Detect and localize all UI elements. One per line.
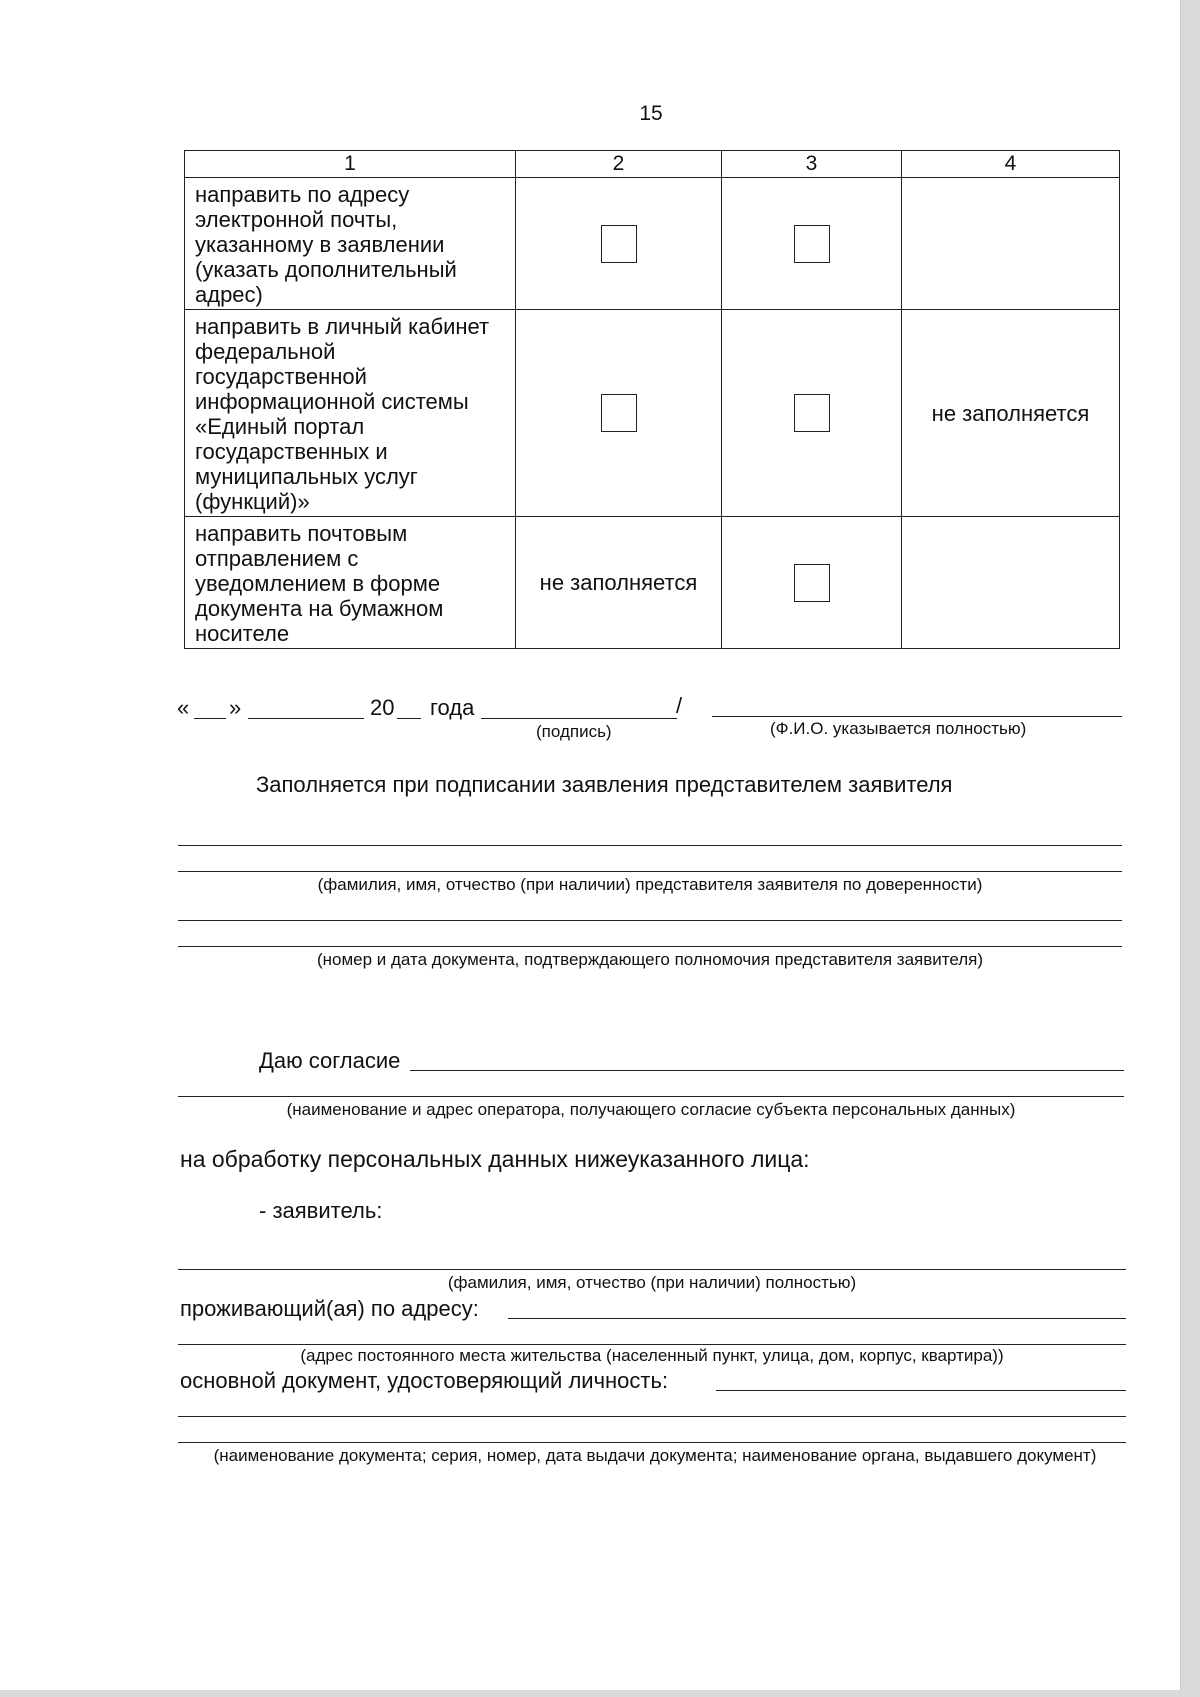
full-name-blank[interactable]	[712, 716, 1122, 717]
consent-operator-line-1[interactable]	[410, 1070, 1124, 1071]
page-number: 15	[639, 102, 663, 125]
full-name-caption: (Ф.И.О. указывается полностью)	[770, 719, 1027, 738]
row-label-email: направить по адресу электронной почты, указанному в заявлении (указать дополнительный адрес)	[185, 178, 516, 310]
table-row	[185, 517, 1120, 649]
year-blank[interactable]	[397, 718, 421, 719]
signature-slash: /	[676, 693, 683, 718]
signature-caption: (подпись)	[536, 722, 612, 741]
id-document-line-3[interactable]	[178, 1442, 1126, 1443]
id-document-caption: (наименование документа; серия, номер, дата выдачи документа; наименование органа, выдавшего документ)	[213, 1446, 1097, 1465]
cell-post-col2: не заполняется	[516, 517, 722, 649]
representative-fio-line-1[interactable]	[178, 845, 1122, 846]
row-label-portal: направить в личный кабинет федеральной государственной информационной системы «Единый портал государственных и муниципальных услуг (функций)»	[185, 310, 516, 517]
id-document-line-2[interactable]	[178, 1416, 1126, 1417]
table-header-cell: 3	[722, 151, 902, 178]
representative-fio-line-2[interactable]	[178, 871, 1122, 872]
address-label: проживающий(ая) по адресу:	[180, 1296, 479, 1321]
id-document-line-1[interactable]	[716, 1390, 1126, 1391]
year-prefix: 20	[370, 695, 395, 720]
representative-fio-caption: (фамилия, имя, отчество (при наличии) представителя заявителя по доверенности)	[317, 875, 983, 894]
consent-label: Даю согласие	[259, 1048, 401, 1073]
checkbox-portal-col3[interactable]	[794, 394, 830, 432]
table-header-row	[185, 151, 1120, 178]
applicant-fio-caption: (фамилия, имя, отчество (при наличии) полностью)	[447, 1273, 857, 1292]
representative-heading: Заполняется при подписании заявления представителем заявителя	[256, 772, 953, 797]
id-document-label: основной документ, удостоверяющий личность:	[180, 1368, 669, 1393]
signature-blank[interactable]	[481, 718, 677, 719]
table-header-cell: 4	[902, 151, 1120, 178]
representative-doc-line-1[interactable]	[178, 920, 1122, 921]
checkbox-portal-col2[interactable]	[601, 394, 637, 432]
row-label-post: направить почтовым отправлением с уведомлением в форме документа на бумажном носителе	[185, 517, 516, 649]
checkbox-email-col3[interactable]	[794, 225, 830, 263]
date-open-quote: «	[177, 695, 190, 720]
applicant-label: - заявитель:	[259, 1198, 383, 1223]
cell-post-col4	[902, 517, 1120, 649]
address-line-1[interactable]	[508, 1318, 1126, 1319]
checkbox-email-col2[interactable]	[601, 225, 637, 263]
applicant-fio-line[interactable]	[178, 1269, 1126, 1270]
processing-text: на обработку персональных данных нижеуказанного лица:	[180, 1146, 810, 1172]
cell-email-col4	[902, 178, 1120, 310]
address-line-2[interactable]	[178, 1344, 1126, 1345]
consent-operator-caption: (наименование и адрес оператора, получающего согласие субъекта персональных данных)	[286, 1100, 1016, 1119]
year-suffix: года	[430, 695, 475, 720]
checkbox-post-col3[interactable]	[794, 564, 830, 602]
table-row	[185, 310, 1120, 517]
month-blank[interactable]	[248, 718, 364, 719]
representative-doc-line-2[interactable]	[178, 946, 1122, 947]
representative-doc-caption: (номер и дата документа, подтверждающего полномочия представителя заявителя)	[316, 950, 984, 969]
date-close-quote: »	[229, 695, 242, 720]
table-header-cell: 1	[185, 151, 516, 178]
address-caption: (адрес постоянного места жительства (населенный пункт, улица, дом, корпус, квартира))	[300, 1346, 1004, 1365]
delivery-method-table	[184, 150, 1120, 649]
table-row	[185, 178, 1120, 310]
cell-portal-col4: не заполняется	[902, 310, 1120, 517]
table-header-cell: 2	[516, 151, 722, 178]
consent-operator-line-2[interactable]	[178, 1096, 1124, 1097]
day-blank[interactable]	[194, 718, 226, 719]
